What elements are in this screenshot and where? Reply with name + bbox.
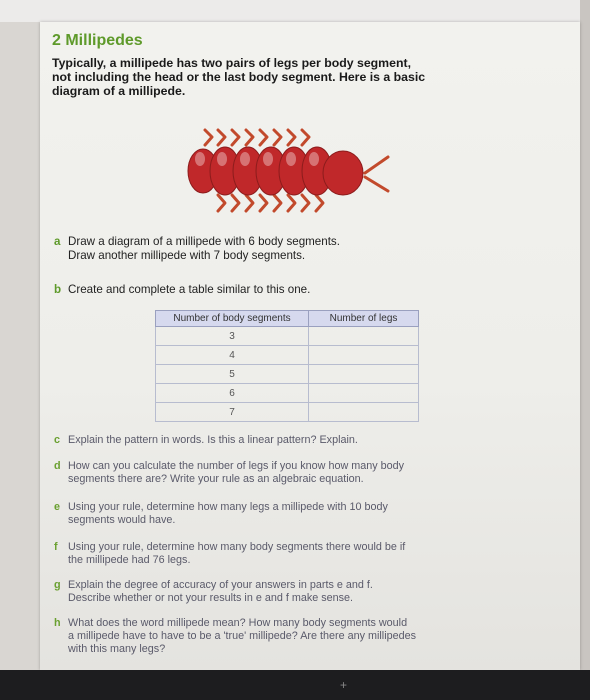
question-line: a millipede have to have to be a 'true' millipede? Are there any millipedes — [68, 630, 417, 642]
question-d — [54, 460, 494, 486]
intro-line: diagram of a millipede. — [52, 84, 186, 98]
question-line: segments would have. — [68, 514, 176, 526]
question-line: How can you calculate the number of legs if you know how many body — [68, 460, 405, 472]
question-line: Create and complete a table similar to this one. — [68, 283, 311, 296]
table-cell-empty — [309, 346, 419, 365]
question-line: Explain the pattern in words. Is this a linear pattern? Explain. — [68, 434, 358, 446]
question-line: Describe whether or not your results in e and f make sense. — [68, 592, 354, 604]
question-line: Using your rule, determine how many legs a millipede with 10 body — [68, 501, 388, 513]
question-e — [54, 501, 494, 527]
table-cell-empty — [309, 384, 419, 403]
bottom-bar — [0, 670, 590, 700]
intro-paragraph — [52, 56, 452, 98]
antennae — [365, 157, 388, 191]
question-letter: f — [54, 541, 58, 553]
table-row — [156, 384, 419, 403]
table-row — [156, 365, 419, 384]
question-line: Draw another millipede with 7 body segments. — [68, 249, 306, 262]
question-f — [54, 541, 494, 567]
question-letter: e — [54, 501, 61, 513]
crosshair-icon: + — [340, 678, 348, 692]
question-letter: b — [54, 283, 62, 296]
question-letter: a — [54, 235, 61, 248]
table-row — [156, 403, 419, 422]
table-row — [156, 327, 419, 346]
table-cell: 6 — [156, 384, 309, 403]
textbook-page — [40, 22, 580, 670]
bottom-legs — [218, 195, 323, 211]
question-c — [54, 434, 494, 447]
browser-top-bar — [0, 0, 590, 22]
table-cell-empty — [309, 403, 419, 422]
section-title: 2 Millipedes — [52, 32, 143, 49]
right-edge — [580, 0, 590, 700]
question-line: the millipede had 76 legs. — [68, 554, 191, 566]
question-b — [54, 283, 310, 297]
question-line: with this many legs? — [68, 643, 166, 655]
question-line: Draw a diagram of a millipede with 6 body segments. — [68, 235, 340, 248]
table-cell: 5 — [156, 365, 309, 384]
question-line: Explain the degree of accuracy of your answers in parts e and f. — [68, 579, 373, 591]
table-row — [156, 346, 419, 365]
intro-line: not including the head or the last body segment. Here is a basic — [52, 70, 426, 84]
table-header: Number of legs — [309, 311, 419, 327]
top-legs — [205, 130, 309, 145]
question-letter: g — [54, 579, 61, 591]
table-cell-empty — [309, 327, 419, 346]
segments-legs-table — [155, 310, 419, 422]
question-g — [54, 579, 494, 605]
question-line: segments there are? Write your rule as an algebraic equation. — [68, 473, 364, 485]
question-line: Using your rule, determine how many body segments there would be if — [68, 541, 406, 553]
question-letter: h — [54, 617, 61, 629]
millipede-diagram — [150, 115, 390, 235]
question-letter: c — [54, 434, 61, 446]
table-cell-empty — [309, 365, 419, 384]
table-cell: 3 — [156, 327, 309, 346]
question-line: What does the word millipede mean? How many body segments would — [68, 617, 408, 629]
question-h — [54, 617, 494, 656]
question-letter: d — [54, 460, 61, 472]
body-segments — [188, 147, 363, 195]
question-a — [54, 235, 340, 263]
table-cell: 4 — [156, 346, 309, 365]
intro-line: Typically, a millipede has two pairs of legs per body segment, — [52, 56, 411, 70]
table-cell: 7 — [156, 403, 309, 422]
table-header: Number of body segments — [156, 311, 309, 327]
